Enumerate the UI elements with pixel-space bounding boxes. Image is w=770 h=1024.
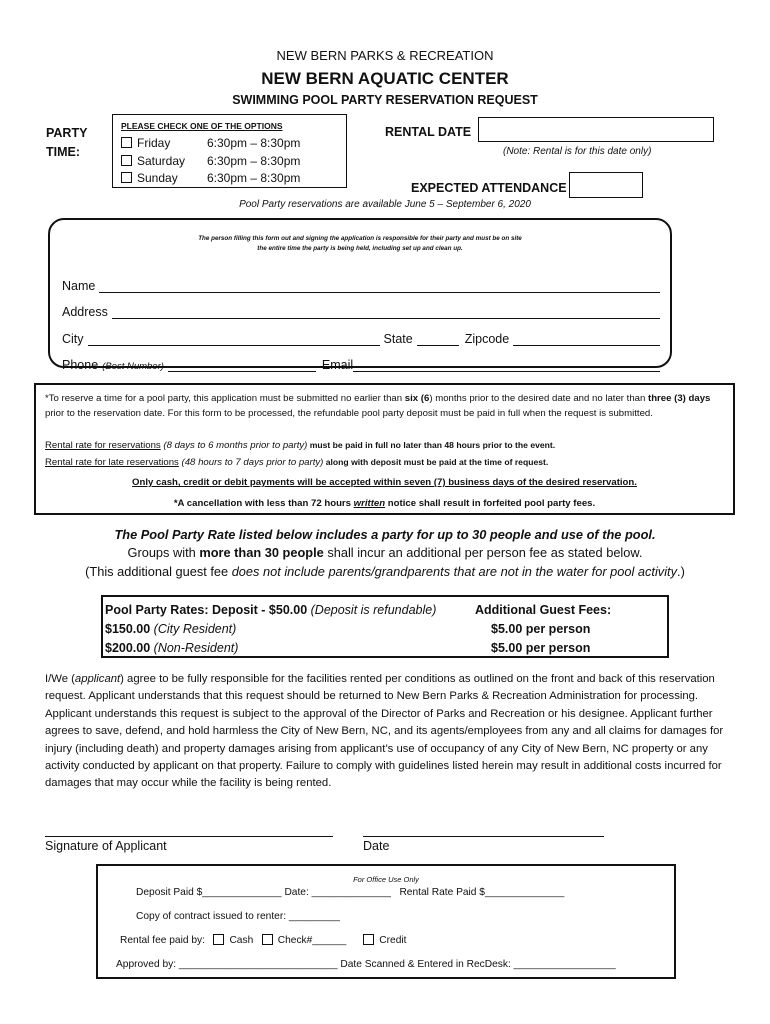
guest-fees-header: Additional Guest Fees:	[475, 603, 612, 617]
rates-table	[101, 595, 669, 658]
option-friday[interactable]: Friday 6:30pm – 8:30pm	[121, 135, 300, 153]
office-use-section	[96, 864, 676, 979]
rental-date-field[interactable]	[478, 117, 714, 142]
responsibility-note: The person filling this form out and signing the application is responsible for their party and must be on site the entire time the party is being held, including set up and clean up.	[198, 235, 522, 252]
deposit-row: Deposit Paid $______________ Date: ______________ Rental Rate Paid $______________	[136, 887, 565, 898]
party-time-options	[112, 114, 347, 188]
rates-intro: The Pool Party Rate listed below includes a party for up to 30 people and use of the pool.	[114, 527, 656, 542]
zipcode-input[interactable]	[513, 332, 660, 346]
rental-date-label: RENTAL DATE	[385, 125, 472, 139]
signature-line[interactable]	[45, 836, 333, 837]
date-label: Date	[363, 839, 390, 853]
guest-fee-1: $5.00 per person	[491, 622, 591, 636]
saturday-checkbox[interactable]	[121, 155, 132, 166]
phone-row: Phone (Best Number) Email	[62, 346, 660, 372]
contact-section	[48, 218, 672, 372]
cancellation-rule: *A cancellation with less than 72 hours written notice shall result in forfeited pool party fees.	[173, 498, 596, 509]
agreement-text: I/We (applicant) agree to be fully responsible for the facilities rented per conditions as outlined on the front and back of this reservation request. Applicant understands that this request should be returned to New Bern Parks & Recreation Administration for processing. Applicant understands this request is subject to the approval of the Director of Parks and Recreation or his designee. Applicant further agrees to save, defend, and hold harmless the City of New Bern, NC, and its agents/employees from any and all claims for damages for injury (including death) and property damages arising from applicant’s use of occupancy of any City of New Bern, NC property or any activity conducted by applicant on that property. Failure to comply with guidelines listed herein may result in additional costs incurred for damages that may occur while the facility is being rented.	[45, 673, 724, 790]
state-input[interactable]	[417, 332, 459, 346]
page-title: NEW BERN AQUATIC CENTER	[261, 69, 509, 88]
city-row: City State Zipcode	[62, 319, 660, 346]
option-sunday[interactable]: Sunday 6:30pm – 8:30pm	[121, 170, 300, 188]
guest-fee-2: $5.00 per person	[491, 641, 591, 655]
party-time-instructions: PLEASE CHECK ONE OF THE OPTIONS	[121, 121, 283, 131]
name-row: Name	[62, 267, 660, 293]
cash-checkbox[interactable]	[213, 934, 224, 945]
reservation-rate-rule: Rental rate for reservations (8 days to 6 months prior to party) must be paid in full no later than 48 hours prior to the event.	[45, 440, 556, 451]
address-row: Address	[62, 293, 660, 319]
resident-rate: $150.00 (City Resident)	[105, 622, 237, 636]
policy-text: *To reserve a time for a pool party, this application must be submitted no earlier than six (6) months prior to the desired date and no later than three (3) days prior to the reservation date. For this form to be processed, the refundable pool party deposit must be paid in full when the request is submitted.	[45, 393, 711, 419]
payment-rule: Only cash, credit or debit payments will be accepted within seven (7) business days of the desired reservation.	[132, 477, 637, 488]
name-input[interactable]	[99, 279, 660, 293]
late-rate-rule: Rental rate for late reservations (48 hours to 7 days prior to party) along with deposit must be paid at the time of request.	[45, 457, 549, 468]
option-saturday[interactable]: Saturday 6:30pm – 8:30pm	[121, 153, 300, 171]
signature-label: Signature of Applicant	[45, 839, 167, 853]
attendance-label: EXPECTED ATTENDANCE	[411, 181, 567, 195]
check-checkbox[interactable]	[262, 934, 273, 945]
sunday-checkbox[interactable]	[121, 172, 132, 183]
phone-input[interactable]	[168, 358, 316, 372]
org-name: NEW BERN PARKS & RECREATION	[276, 48, 494, 63]
friday-checkbox[interactable]	[121, 137, 132, 148]
nonresident-rate: $200.00 (Non-Resident)	[105, 641, 239, 655]
page-subtitle: SWIMMING POOL PARTY RESERVATION REQUEST	[232, 93, 538, 107]
deposit-rate: Pool Party Rates: Deposit - $50.00 (Deposit is refundable)	[105, 603, 437, 617]
office-use-header: For Office Use Only	[353, 875, 419, 884]
approved-row: Approved by: ____________________________ Date Scanned & Entered in RecDesk: __________________	[116, 959, 616, 970]
group-fee-note: Groups with more than 30 people shall incur an additional per person fee as stated below.	[127, 545, 643, 560]
attendance-field[interactable]	[569, 172, 643, 198]
email-input[interactable]	[353, 358, 660, 372]
availability-note: Pool Party reservations are available June 5 – September 6, 2020	[239, 199, 531, 210]
date-line[interactable]	[363, 836, 604, 837]
rental-date-note: (Note: Rental is for this date only)	[503, 146, 652, 157]
city-input[interactable]	[88, 332, 380, 346]
party-time-label: PARTY TIME:	[46, 126, 88, 159]
address-input[interactable]	[112, 305, 660, 319]
policy-section	[34, 383, 735, 515]
copy-contract-row: Copy of contract issued to renter: _________	[136, 911, 340, 922]
credit-checkbox[interactable]	[363, 934, 374, 945]
guest-fee-note: (This additional guest fee does not include parents/grandparents that are not in the water for pool activity.)	[85, 564, 685, 579]
fee-paid-row: Rental fee paid by: Cash Check#______ Credit	[120, 935, 407, 947]
